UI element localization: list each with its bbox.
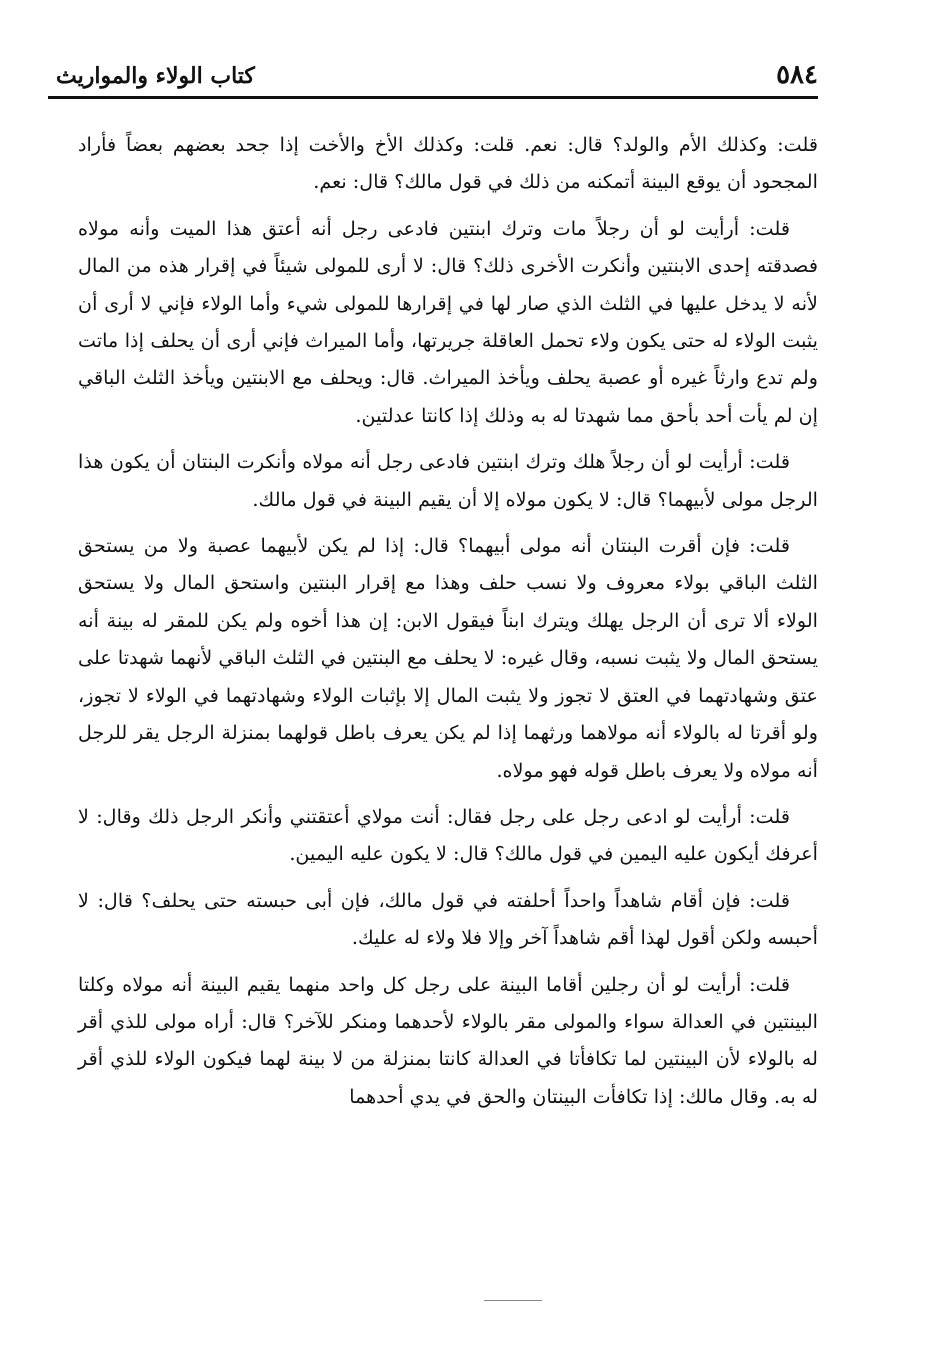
paragraph: قلت: فإن أقرت البنتان أنه مولى أبيهما؟ قال: إذا لم يكن لأبيهما عصبة ولا من يستحق الثلث الباقي بولاء معروف ولا نسب حلف وهذا مع إقرار البنتين واستحق المال ولا يستحق الولاء ألا ترى أن الرجل يهلك ويترك ابناً فيقول الابن: إن هذا أخوه ولم يكن للمقر له بينة أنه يستحق المال ولا يثبت نسبه، وقال غيره: لا يحلف مع البنتين في الثلث الباقي لأنهما شهدتا على عتق وشهادتهما في العتق لا تجوز ولا يثبت المال إلا بإثبات الولاء وشهادتهما في الولاء لا تجوز، ولو أقرتا له بالولاء أنه مولاهما ورثهما إذا لم يكن يعرف باطل قولهما بمنزلة الرجل يقر للرجل أنه مولاه ولا يعرف باطل قوله فهو مولاه. xyxy=(78,534,818,782)
paragraph: قلت: أرأيت لو أن رجلاً هلك وترك ابنتين فادعى رجل أنه مولاه وأنكرت البنتان أن يكون هذا الرجل مولى لأبيهما؟ قال: لا يكون مولاه إلا أن يقيم البينة في قول مالك. xyxy=(78,450,818,511)
paragraph: قلت: وكذلك الأم والولد؟ قال: نعم. قلت: وكذلك الأخ والأخت إذا جحد بعضهم بعضاً فأراد المجحود أن يوقع البينة أتمكنه من ذلك في قول مالك؟ قال: نعم. xyxy=(78,133,818,194)
paragraph: قلت: أرأيت لو ادعى رجل على رجل فقال: أنت مولاي أعتقتني وأنكر الرجل ذلك وقال: لا أعرفك أيكون عليه اليمين في قول مالك؟ قال: لا يكون عليه اليمين. xyxy=(78,804,818,866)
book-title: كتاب الولاء والمواريث xyxy=(56,63,255,89)
paragraph: قلت: أرأيت لو أن رجلاً مات وترك ابنتين فادعى رجل أنه أعتق هذا الميت وأنه مولاه فصدقته إحدى الابنتين وأنكرت الأخرى ذلك؟ قال: لا أرى للمولى شيئاً في إقرار هذه من المال لأنه لا يدخل عليها في الثلث الذي صار لها في إقرارها للمولى شيء وأما الولاء فإني لا أرى أن يثبت الولاء له حتى يكون ولاء تحمل العاقلة جريرتها، وأما الميراث فإني أرى أن يحلف إذا ماتت ولم تدع وارثاً غيره أو عصبة يحلف ويأخذ الميراث. قال: ويحلف مع الابنتين ويأخذ الثلث الباقي إن لم يأت أحد بأحق مما شهدتا له به وذلك إذا كانتا عدلتين. xyxy=(78,216,818,427)
page-number: ٥٨٤ xyxy=(776,60,818,90)
page-header xyxy=(48,54,818,94)
paragraph: قلت: أرأيت لو أن رجلين أقاما البينة على رجل كل واحد منهما يقيم البينة أنه مولاه وكلتا البينتين في العدالة سواء والمولى مقر بالولاء لأحدهما ومنكر للآخر؟ قال: أراه مولى للذي أقر له بالولاء لأن البينتين لما تكافأتا في العدالة كانتا بمنزلة من لا بينة لهما فيكون الولاء للذي أقر له به. وقال مالك: إذا تكافأت البينتان والحق في يدي أحدهما xyxy=(78,972,818,1108)
header-rule xyxy=(48,96,818,99)
footer-rule xyxy=(484,1300,542,1301)
page-body xyxy=(78,126,818,1115)
paragraph: قلت: فإن أقام شاهداً واحداً أحلفته في قول مالك، فإن أبى حبسته حتى يحلف؟ قال: لا أحبسه ولكن أقول لهذا أقم شاهداً آخر وإلا فلا ولاء له عليك. xyxy=(78,888,818,950)
